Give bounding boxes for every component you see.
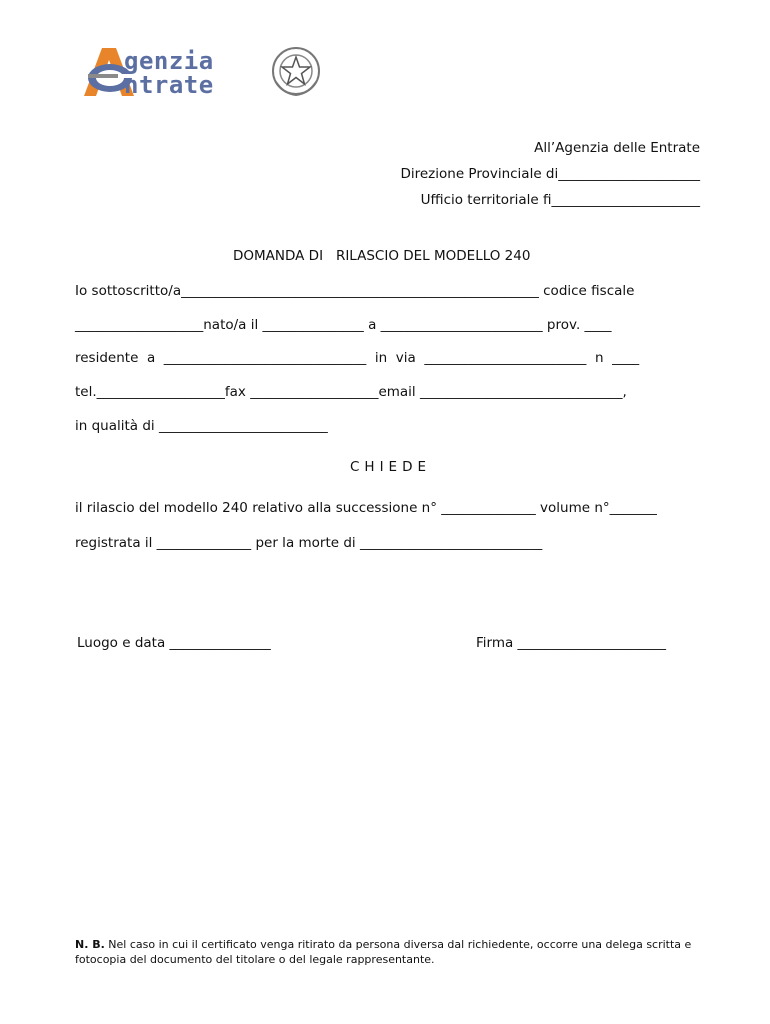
footnote-text: Nel caso in cui il certificato venga ritirato da persona diversa dal richiedente, occorre una delega scritta e fotocopia del documento del titolare o del legale rappresentante. bbox=[75, 938, 692, 966]
form-line-residence: residente a ______________________________ in via ________________________ n ____ bbox=[75, 350, 640, 366]
request-line-registration: registrata il ______________ per la morte di ___________________________ bbox=[75, 535, 543, 551]
form-line-contacts: tel.___________________fax ___________________email ______________________________, bbox=[75, 384, 627, 400]
agenzia-entrate-logo bbox=[80, 44, 325, 102]
form-line-birth: ___________________nato/a il _______________ a ________________________ prov. ____ bbox=[75, 317, 612, 333]
form-line-capacity: in qualità di _________________________ bbox=[75, 418, 328, 434]
place-date-field: Luogo e data _______________ bbox=[77, 635, 271, 651]
signature-field: Firma ______________________ bbox=[476, 635, 667, 651]
form-line-name: Io sottoscritto/a_____________________________________________________ codice fiscale bbox=[75, 283, 635, 299]
recipient-provincial-office: Direzione Provinciale di_____________________ bbox=[400, 166, 700, 182]
recipient-agency: All’Agenzia delle Entrate bbox=[534, 140, 700, 156]
request-line-succession: il rilascio del modello 240 relativo alla successione n° ______________ volume n°_______ bbox=[75, 500, 657, 516]
recipient-territorial-office: Ufficio territoriale fi______________________ bbox=[420, 192, 700, 208]
document-title: DOMANDA DI RILASCIO DEL MODELLO 240 bbox=[233, 248, 531, 264]
section-heading-chiede: CHIEDE bbox=[350, 459, 432, 475]
italian-republic-seal-icon bbox=[270, 44, 322, 98]
logo-text-ntrate: ntrate bbox=[124, 71, 214, 99]
footnote-label: N. B. bbox=[75, 938, 105, 951]
footnote bbox=[75, 937, 705, 967]
logo-text-genzia: genzia bbox=[124, 47, 214, 75]
